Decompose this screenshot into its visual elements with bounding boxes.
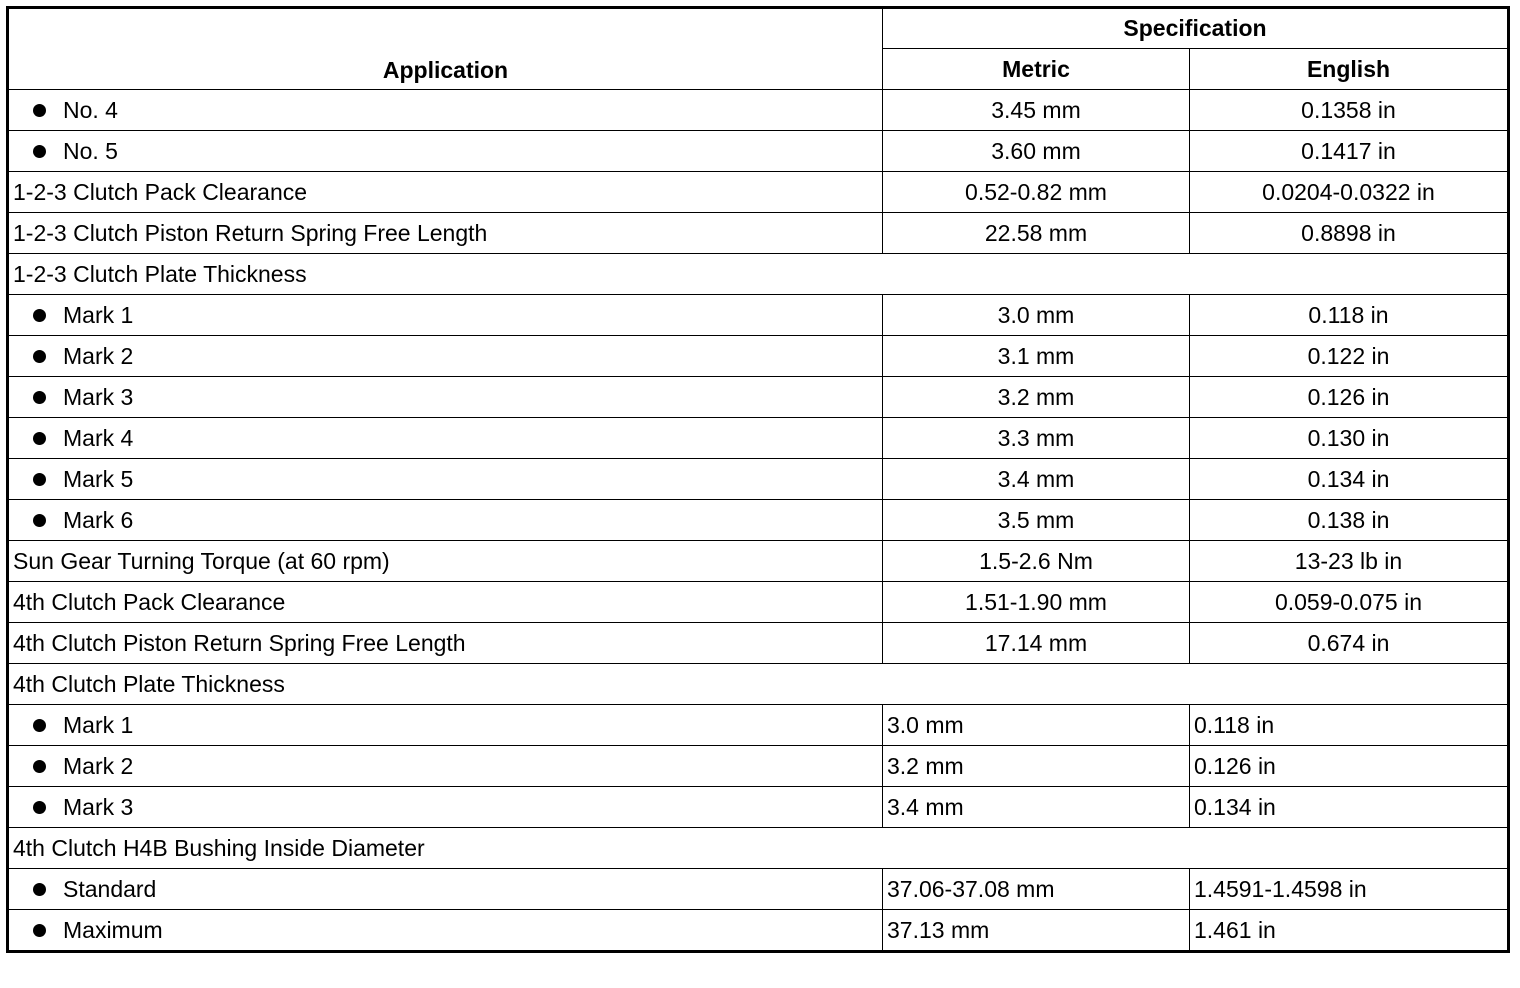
- metric-header: Metric: [883, 49, 1190, 90]
- english-cell: 0.122 in: [1190, 336, 1509, 377]
- metric-cell: 3.4 mm: [883, 459, 1190, 500]
- table-row: [8, 295, 1509, 336]
- application-cell: [8, 787, 883, 828]
- application-label: Standard: [63, 875, 157, 902]
- application-cell: [8, 377, 883, 418]
- application-cell: [8, 254, 1509, 295]
- application-label: 4th Clutch H4B Bushing Inside Diameter: [13, 834, 425, 861]
- metric-cell: 3.2 mm: [883, 746, 1190, 787]
- application-cell: [8, 500, 883, 541]
- metric-cell: 37.13 mm: [883, 910, 1190, 952]
- table-row: [8, 131, 1509, 172]
- application-label: No. 5: [63, 137, 118, 164]
- metric-cell: 22.58 mm: [883, 213, 1190, 254]
- english-header: English: [1190, 49, 1509, 90]
- english-cell: 0.118 in: [1190, 295, 1509, 336]
- metric-cell: 17.14 mm: [883, 623, 1190, 664]
- english-cell: 0.130 in: [1190, 418, 1509, 459]
- table-body: [8, 90, 1509, 952]
- metric-cell: 3.60 mm: [883, 131, 1190, 172]
- metric-cell: 3.1 mm: [883, 336, 1190, 377]
- table-row: [8, 459, 1509, 500]
- bullet-icon: [33, 801, 46, 814]
- application-label: Mark 1: [63, 301, 134, 328]
- english-cell: 0.118 in: [1190, 705, 1509, 746]
- metric-cell: 1.5-2.6 Nm: [883, 541, 1190, 582]
- table-row: [8, 336, 1509, 377]
- table-row: [8, 869, 1509, 910]
- application-label: 1-2-3 Clutch Plate Thickness: [13, 260, 307, 287]
- english-cell: 13-23 lb in: [1190, 541, 1509, 582]
- application-label: Mark 2: [63, 752, 134, 779]
- application-cell: [8, 828, 1509, 869]
- application-label: Sun Gear Turning Torque (at 60 rpm): [13, 547, 390, 574]
- table-row: [8, 910, 1509, 952]
- english-cell: 1.4591-1.4598 in: [1190, 869, 1509, 910]
- application-cell: [8, 541, 883, 582]
- bullet-icon: [33, 473, 46, 486]
- english-cell: 0.126 in: [1190, 377, 1509, 418]
- english-cell: 0.134 in: [1190, 459, 1509, 500]
- english-cell: 0.674 in: [1190, 623, 1509, 664]
- english-cell: 0.138 in: [1190, 500, 1509, 541]
- application-label: Mark 1: [63, 711, 134, 738]
- english-cell: 0.1417 in: [1190, 131, 1509, 172]
- application-label: Mark 3: [63, 383, 134, 410]
- bullet-icon: [33, 719, 46, 732]
- application-label: Mark 4: [63, 424, 134, 451]
- group-heading-row: [8, 828, 1509, 869]
- application-label: Mark 3: [63, 793, 134, 820]
- application-cell: [8, 295, 883, 336]
- table-row: [8, 172, 1509, 213]
- table-row: [8, 705, 1509, 746]
- application-cell: [8, 213, 883, 254]
- application-cell: [8, 623, 883, 664]
- english-cell: 0.126 in: [1190, 746, 1509, 787]
- metric-cell: 0.52-0.82 mm: [883, 172, 1190, 213]
- application-label: 4th Clutch Pack Clearance: [13, 588, 286, 615]
- metric-cell: 1.51-1.90 mm: [883, 582, 1190, 623]
- application-cell: [8, 418, 883, 459]
- application-cell: [8, 664, 1509, 705]
- english-cell: 0.134 in: [1190, 787, 1509, 828]
- metric-cell: 3.45 mm: [883, 90, 1190, 131]
- application-header: Application: [8, 8, 883, 90]
- application-cell: [8, 705, 883, 746]
- application-label: Mark 2: [63, 342, 134, 369]
- application-label: Mark 5: [63, 465, 134, 492]
- specification-table: [6, 6, 1510, 953]
- bullet-icon: [33, 924, 46, 937]
- application-cell: [8, 582, 883, 623]
- metric-cell: 3.5 mm: [883, 500, 1190, 541]
- english-cell: 0.059-0.075 in: [1190, 582, 1509, 623]
- english-cell: 0.0204-0.0322 in: [1190, 172, 1509, 213]
- group-heading-row: [8, 254, 1509, 295]
- application-cell: [8, 869, 883, 910]
- application-label: Maximum: [63, 916, 163, 943]
- table-row: [8, 623, 1509, 664]
- metric-cell: 3.3 mm: [883, 418, 1190, 459]
- application-label: 1-2-3 Clutch Pack Clearance: [13, 178, 308, 205]
- application-label: 1-2-3 Clutch Piston Return Spring Free Length: [13, 219, 488, 246]
- table-row: [8, 746, 1509, 787]
- bullet-icon: [33, 104, 46, 117]
- application-label: No. 4: [63, 96, 118, 123]
- application-label: Mark 6: [63, 506, 134, 533]
- bullet-icon: [33, 145, 46, 158]
- english-cell: 0.8898 in: [1190, 213, 1509, 254]
- application-label: 4th Clutch Plate Thickness: [13, 670, 285, 697]
- english-cell: 0.1358 in: [1190, 90, 1509, 131]
- table-row: [8, 787, 1509, 828]
- group-heading-row: [8, 664, 1509, 705]
- application-cell: [8, 336, 883, 377]
- table-row: [8, 582, 1509, 623]
- table-row: [8, 500, 1509, 541]
- application-cell: [8, 459, 883, 500]
- metric-cell: 3.2 mm: [883, 377, 1190, 418]
- specification-header: Specification: [883, 8, 1509, 49]
- application-label: 4th Clutch Piston Return Spring Free Length: [13, 629, 466, 656]
- english-cell: 1.461 in: [1190, 910, 1509, 952]
- application-cell: [8, 910, 883, 952]
- table-row: [8, 377, 1509, 418]
- table-row: [8, 90, 1509, 131]
- bullet-icon: [33, 309, 46, 322]
- application-cell: [8, 746, 883, 787]
- bullet-icon: [33, 760, 46, 773]
- table-row: [8, 541, 1509, 582]
- metric-cell: 3.0 mm: [883, 705, 1190, 746]
- metric-cell: 37.06-37.08 mm: [883, 869, 1190, 910]
- header-row-top: [8, 8, 1509, 49]
- application-cell: [8, 131, 883, 172]
- application-cell: [8, 90, 883, 131]
- table-row: [8, 418, 1509, 459]
- bullet-icon: [33, 514, 46, 527]
- application-cell: [8, 172, 883, 213]
- bullet-icon: [33, 391, 46, 404]
- bullet-icon: [33, 350, 46, 363]
- metric-cell: 3.0 mm: [883, 295, 1190, 336]
- bullet-icon: [33, 432, 46, 445]
- metric-cell: 3.4 mm: [883, 787, 1190, 828]
- table-row: [8, 213, 1509, 254]
- bullet-icon: [33, 883, 46, 896]
